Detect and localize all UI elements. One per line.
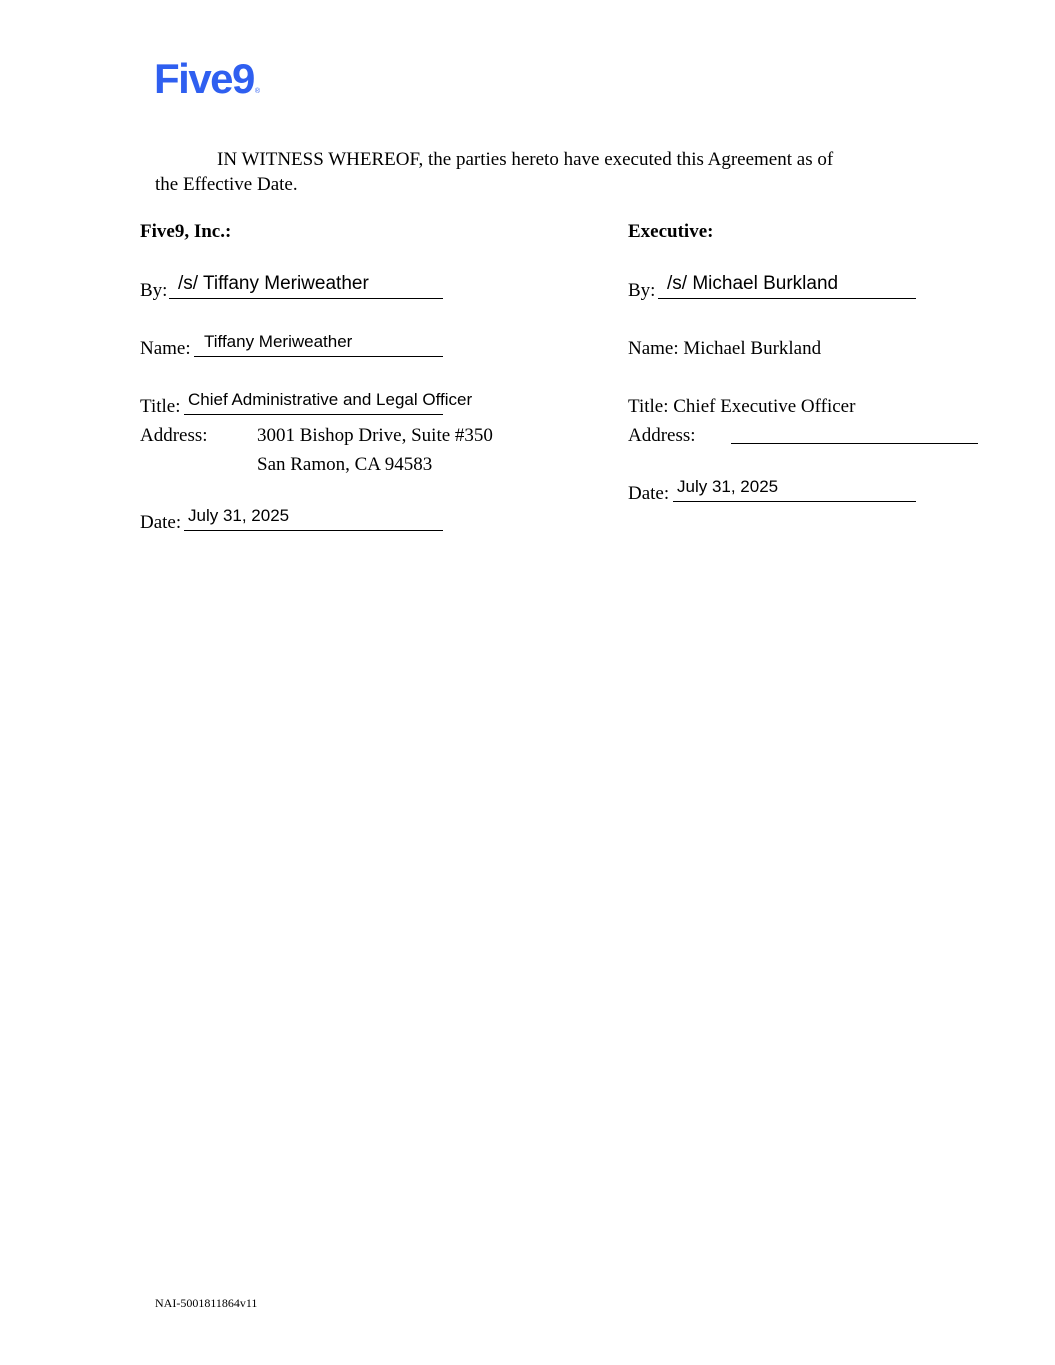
company-name-line [194,356,443,357]
executive-by-label: By: [628,280,656,301]
company-address-line-2: San Ramon, CA 94583 [257,454,433,475]
company-by-label: By: [140,280,168,301]
intro-line-2: the Effective Date. [155,174,298,195]
executive-by-line [658,298,916,299]
company-name-value: Tiffany Meriweather [204,332,353,351]
company-title-line [184,414,443,415]
executive-date-label: Date: [628,483,670,504]
five9-logo [154,55,261,102]
company-by-line [169,298,443,299]
executive-address-line [731,443,978,444]
registered-mark: ® [254,88,261,95]
logo-text: Five9 [154,55,254,102]
company-date-line [184,530,443,531]
company-signature: /s/ Tiffany Meriweather [178,273,369,294]
executive-address-label: Address: [628,425,696,446]
company-date-value: July 31, 2025 [188,506,290,525]
company-name-label: Name: [140,338,191,359]
executive-date-line [673,501,916,502]
company-title-value: Chief Administrative and Legal Officer [188,390,473,409]
company-heading: Five9, Inc.: [140,221,232,242]
executive-date-value: July 31, 2025 [677,477,779,496]
intro-line-1: IN WITNESS WHEREOF, the parties hereto have executed this Agreement as of [217,149,834,170]
company-address-label: Address: [140,425,208,446]
company-date-label: Date: [140,512,182,533]
executive-signature: /s/ Michael Burkland [667,273,839,294]
executive-heading: Executive: [628,221,714,242]
executive-title: Title: Chief Executive Officer [628,396,856,417]
document-id: NAI-5001811864v11 [155,1296,258,1310]
company-title-label: Title: [140,396,181,417]
executive-name: Name: Michael Burkland [628,338,822,359]
company-address-line-1: 3001 Bishop Drive, Suite #350 [257,425,493,446]
